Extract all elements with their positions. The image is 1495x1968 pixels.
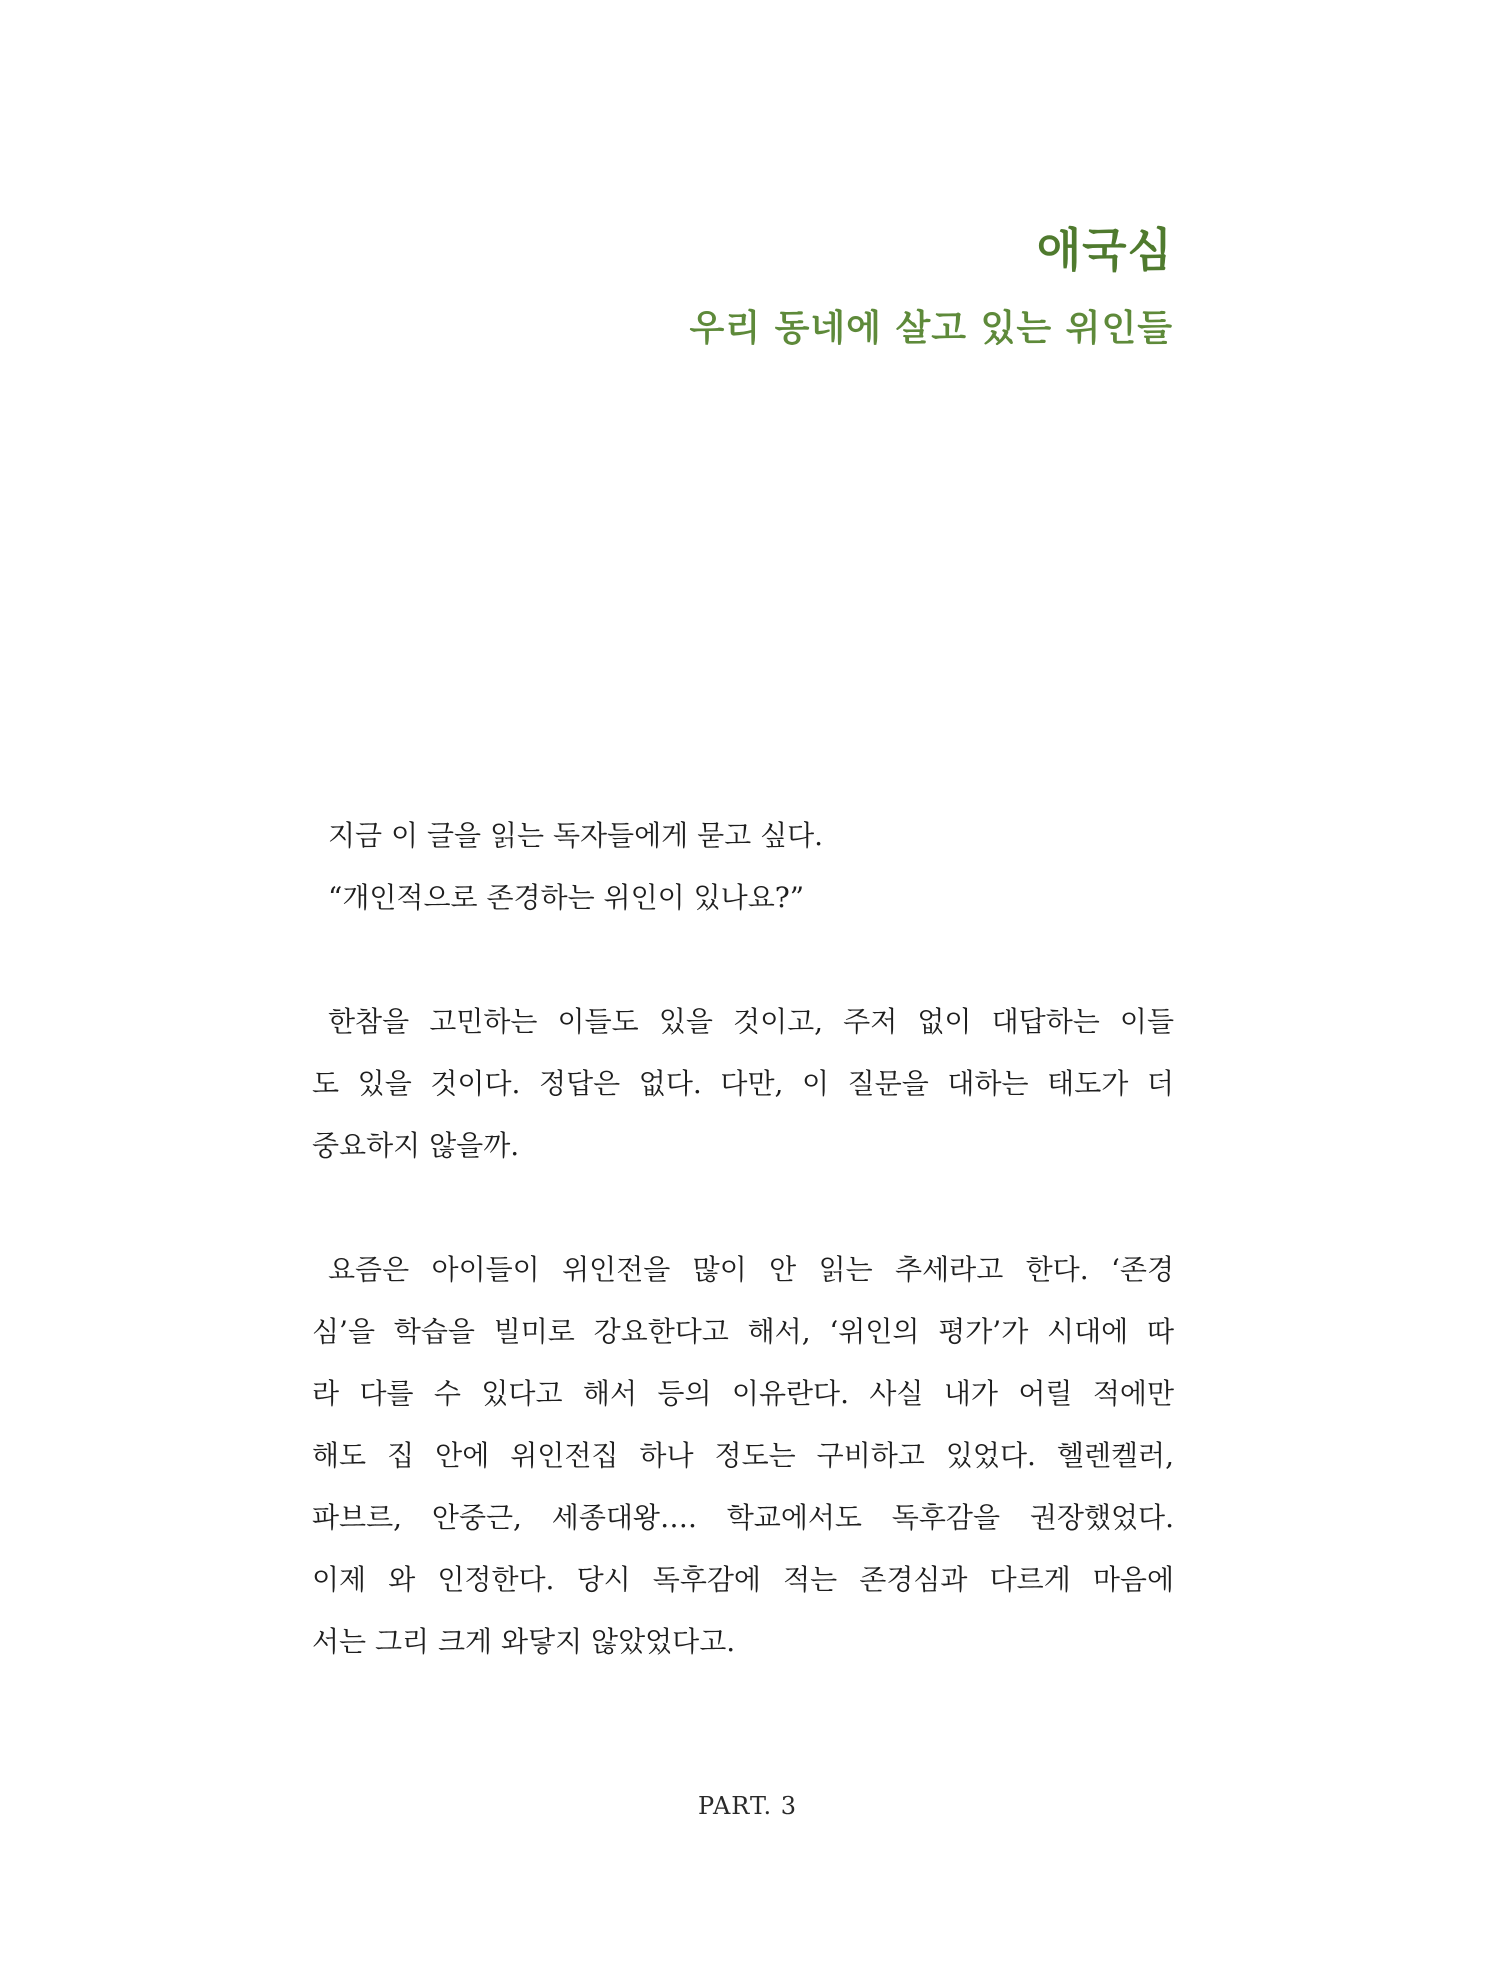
page-footer-label: PART. 3 <box>698 1792 797 1820</box>
text-line: 한참을 고민하는 이들도 있을 것이고, 주저 없이 대답하는 이들 <box>328 1005 1174 1038</box>
chapter-header <box>690 222 1173 352</box>
text-line: 도 있을 것이다. 정답은 없다. 다만, 이 질문을 대하는 태도가 더 <box>312 1067 1174 1100</box>
text-line: 해도 집 안에 위인전집 하나 정도는 구비하고 있었다. 헬렌켈러, <box>312 1439 1174 1472</box>
text-line: 요즘은 아이들이 위인전을 많이 안 읽는 추세라고 한다. ‘존경 <box>328 1253 1174 1286</box>
text-line: “개인적으로 존경하는 위인이 있나요?” <box>328 881 805 914</box>
chapter-title: 애국심 <box>1036 223 1173 277</box>
body-text <box>312 805 1174 1735</box>
paragraph-1 <box>312 805 1174 929</box>
paragraph-2 <box>312 991 1174 1177</box>
text-line: 중요하지 않을까. <box>312 1129 520 1162</box>
text-line: 지금 이 글을 읽는 독자들에게 묻고 싶다. <box>328 819 824 852</box>
text-line: 라 다를 수 있다고 해서 등의 이유란다. 사실 내가 어릴 적에만 <box>312 1377 1174 1410</box>
text-line: 이제 와 인정한다. 당시 독후감에 적는 존경심과 다르게 마음에 <box>312 1563 1174 1596</box>
text-line: 파브르, 안중근, 세종대왕…. 학교에서도 독후감을 권장했었다. <box>312 1501 1174 1534</box>
text-line: 심’을 학습을 빌미로 강요한다고 해서, ‘위인의 평가’가 시대에 따 <box>312 1315 1174 1348</box>
chapter-subtitle: 우리 동네에 살고 있는 위인들 <box>689 308 1173 349</box>
paragraph-3 <box>312 1239 1174 1673</box>
text-line: 서는 그리 크게 와닿지 않았었다고. <box>312 1625 736 1658</box>
